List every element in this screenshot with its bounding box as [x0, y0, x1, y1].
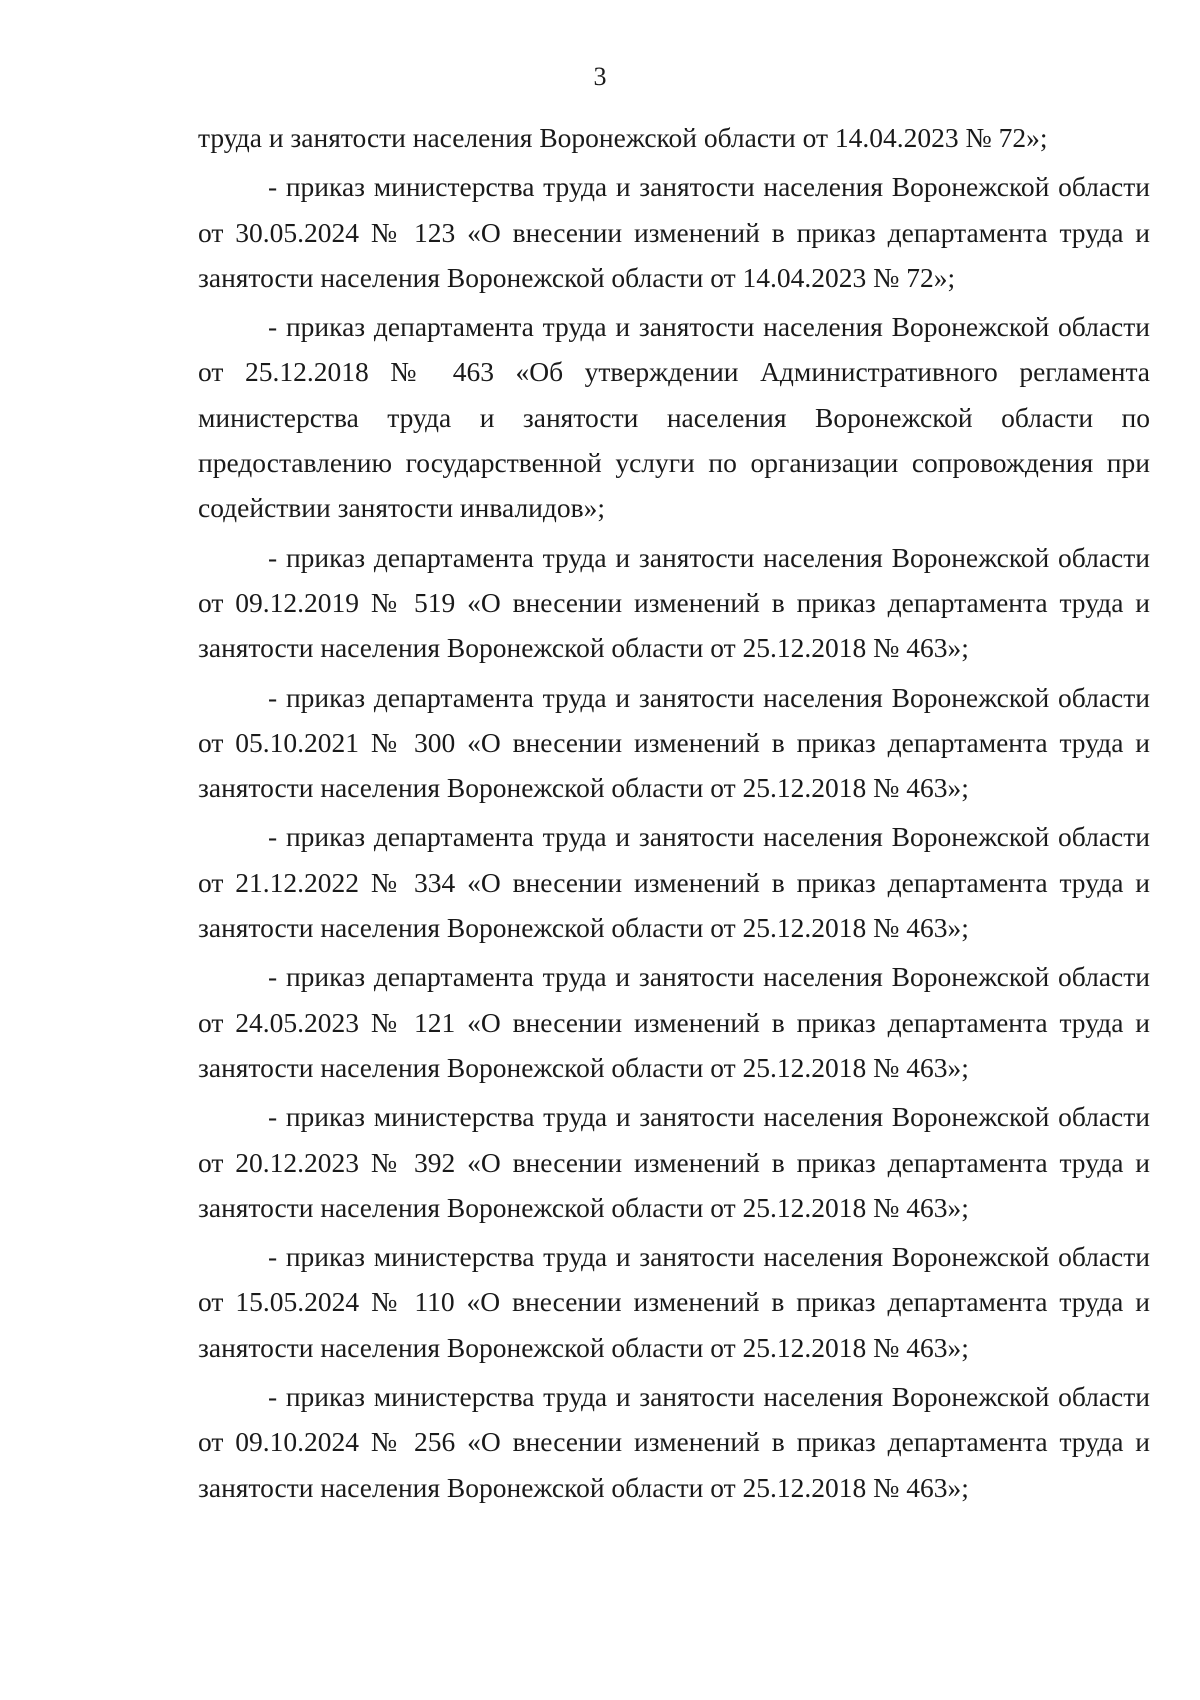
- list-item-order-2024-256: - приказ министерства труда и занятости населения Воронежской области от 09.10.2024 № 256 «О внесении изменений в приказ департамента труда и занятости населения Воронежской области от 25.12.2018 № 463»;: [198, 1381, 1150, 1503]
- list-item-order-2023-121: - приказ департамента труда и занятости населения Воронежской области от 24.05.2023 № 121 «О внесении изменений в приказ департамента труда и занятости населения Воронежской области от 25.12.2018 № 463»;: [198, 961, 1150, 1083]
- list-item-order-2018-463: - приказ департамента труда и занятости населения Воронежской области от 25.12.2018 № 463 «Об утверждении Административного регламента министерства труда и занятости населения Воронежской области по предоставлению государственной услуги по организации сопровождения при содействии занятости инвалидов»;: [198, 311, 1150, 524]
- list-item-order-2024-110: - приказ министерства труда и занятости населения Воронежской области от 15.05.2024 № 110 «О внесении изменений в приказ департамента труда и занятости населения Воронежской области от 25.12.2018 № 463»;: [198, 1241, 1150, 1363]
- list-item-order-2022-334: - приказ департамента труда и занятости населения Воронежской области от 21.12.2022 № 334 «О внесении изменений в приказ департамента труда и занятости населения Воронежской области от 25.12.2018 № 463»;: [198, 821, 1150, 944]
- list-item-order-2023-392: - приказ министерства труда и занятости населения Воронежской области от 20.12.2023 № 392 «О внесении изменений в приказ департамента труда и занятости населения Воронежской области от 25.12.2018 № 463»;: [198, 1101, 1150, 1223]
- paragraph-continuation: труда и занятости населения Воронежской области от 14.04.2023 № 72»;: [198, 122, 1048, 153]
- document-body: [198, 115, 1150, 1510]
- list-item-order-2024-123: - приказ министерства труда и занятости населения Воронежской области от 30.05.2024 № 123 «О внесении изменений в приказ департамента труда и занятости населения Воронежской области от 14.04.2023 № 72»;: [198, 171, 1150, 293]
- list-item-order-2021-300: - приказ департамента труда и занятости населения Воронежской области от 05.10.2021 № 300 «О внесении изменений в приказ департамента труда и занятости населения Воронежской области от 25.12.2018 № 463»;: [198, 681, 1150, 804]
- list-item-order-2019-519: - приказ департамента труда и занятости населения Воронежской области от 09.12.2019 № 519 «О внесении изменений в приказ департамента труда и занятости населения Воронежской области от 25.12.2018 № 463»;: [198, 541, 1150, 664]
- page-number: 3: [593, 62, 607, 91]
